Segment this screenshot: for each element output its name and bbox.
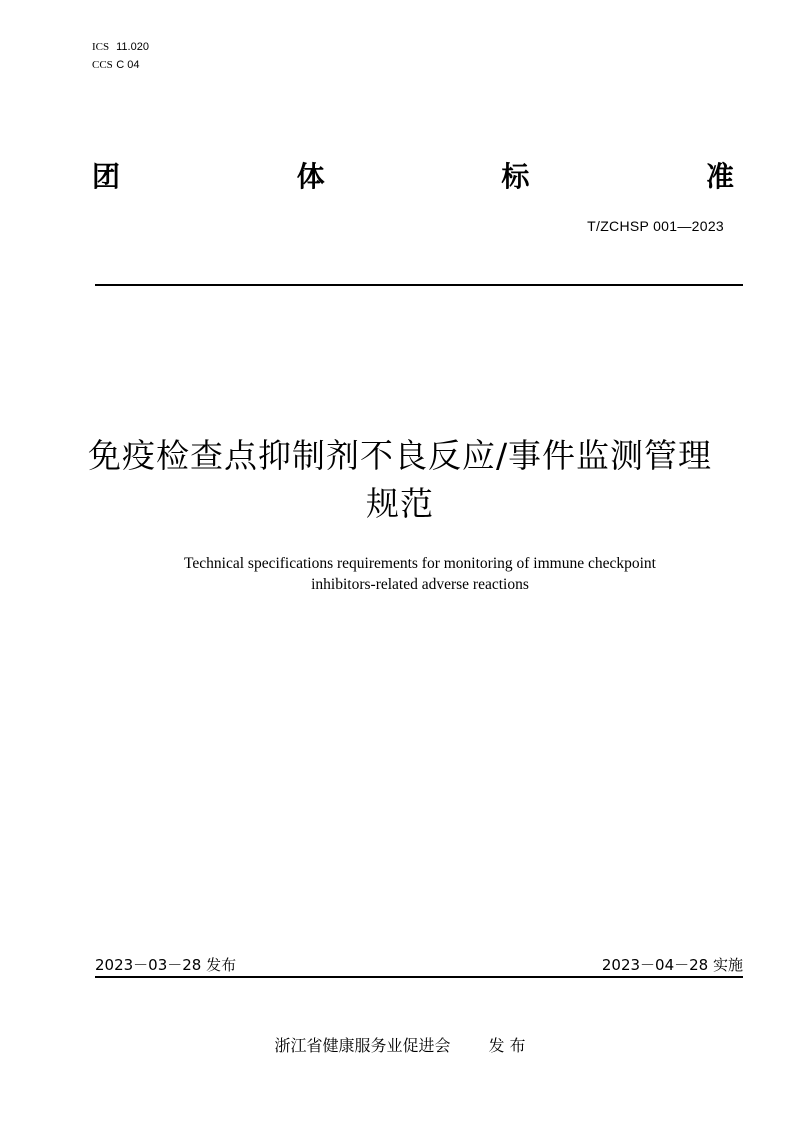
standard-type-heading	[92, 155, 734, 195]
ccs-code	[92, 56, 149, 74]
ics-value: 11.020	[116, 41, 149, 53]
standard-type-char: 标	[501, 160, 530, 193]
implementation-date: 2023－04－28 实施	[601, 956, 743, 974]
english-title-line-1: Technical specifications requirements for monitoring of immune checkpoint	[184, 555, 656, 572]
publish-date: 2023－03－28 发布	[95, 956, 237, 974]
bottom-divider	[95, 976, 743, 978]
chinese-title-line-1: 免疫检查点抑制剂不良反应/事件监测管理	[87, 436, 713, 475]
standard-type-char: 体	[296, 160, 325, 193]
chinese-title-line-2: 规范	[366, 484, 434, 523]
issue-action: 发 布	[488, 1036, 526, 1055]
english-title	[100, 553, 740, 595]
ics-code	[92, 38, 149, 56]
classification-codes	[92, 38, 149, 74]
standard-type-char: 准	[705, 160, 734, 193]
chinese-title	[60, 432, 740, 528]
issuing-organization	[0, 1033, 800, 1056]
ics-label: ICS	[92, 41, 110, 53]
issuer-name: 浙江省健康服务业促进会	[274, 1036, 451, 1055]
english-title-line-2: inhibitors-related adverse reactions	[311, 576, 529, 593]
ccs-label: CCS	[92, 59, 113, 71]
top-divider	[95, 284, 743, 286]
standard-type-char: 团	[92, 160, 121, 193]
standard-number: T/ZCHSP 001—2023	[587, 218, 724, 234]
ccs-value: C 04	[116, 59, 140, 71]
